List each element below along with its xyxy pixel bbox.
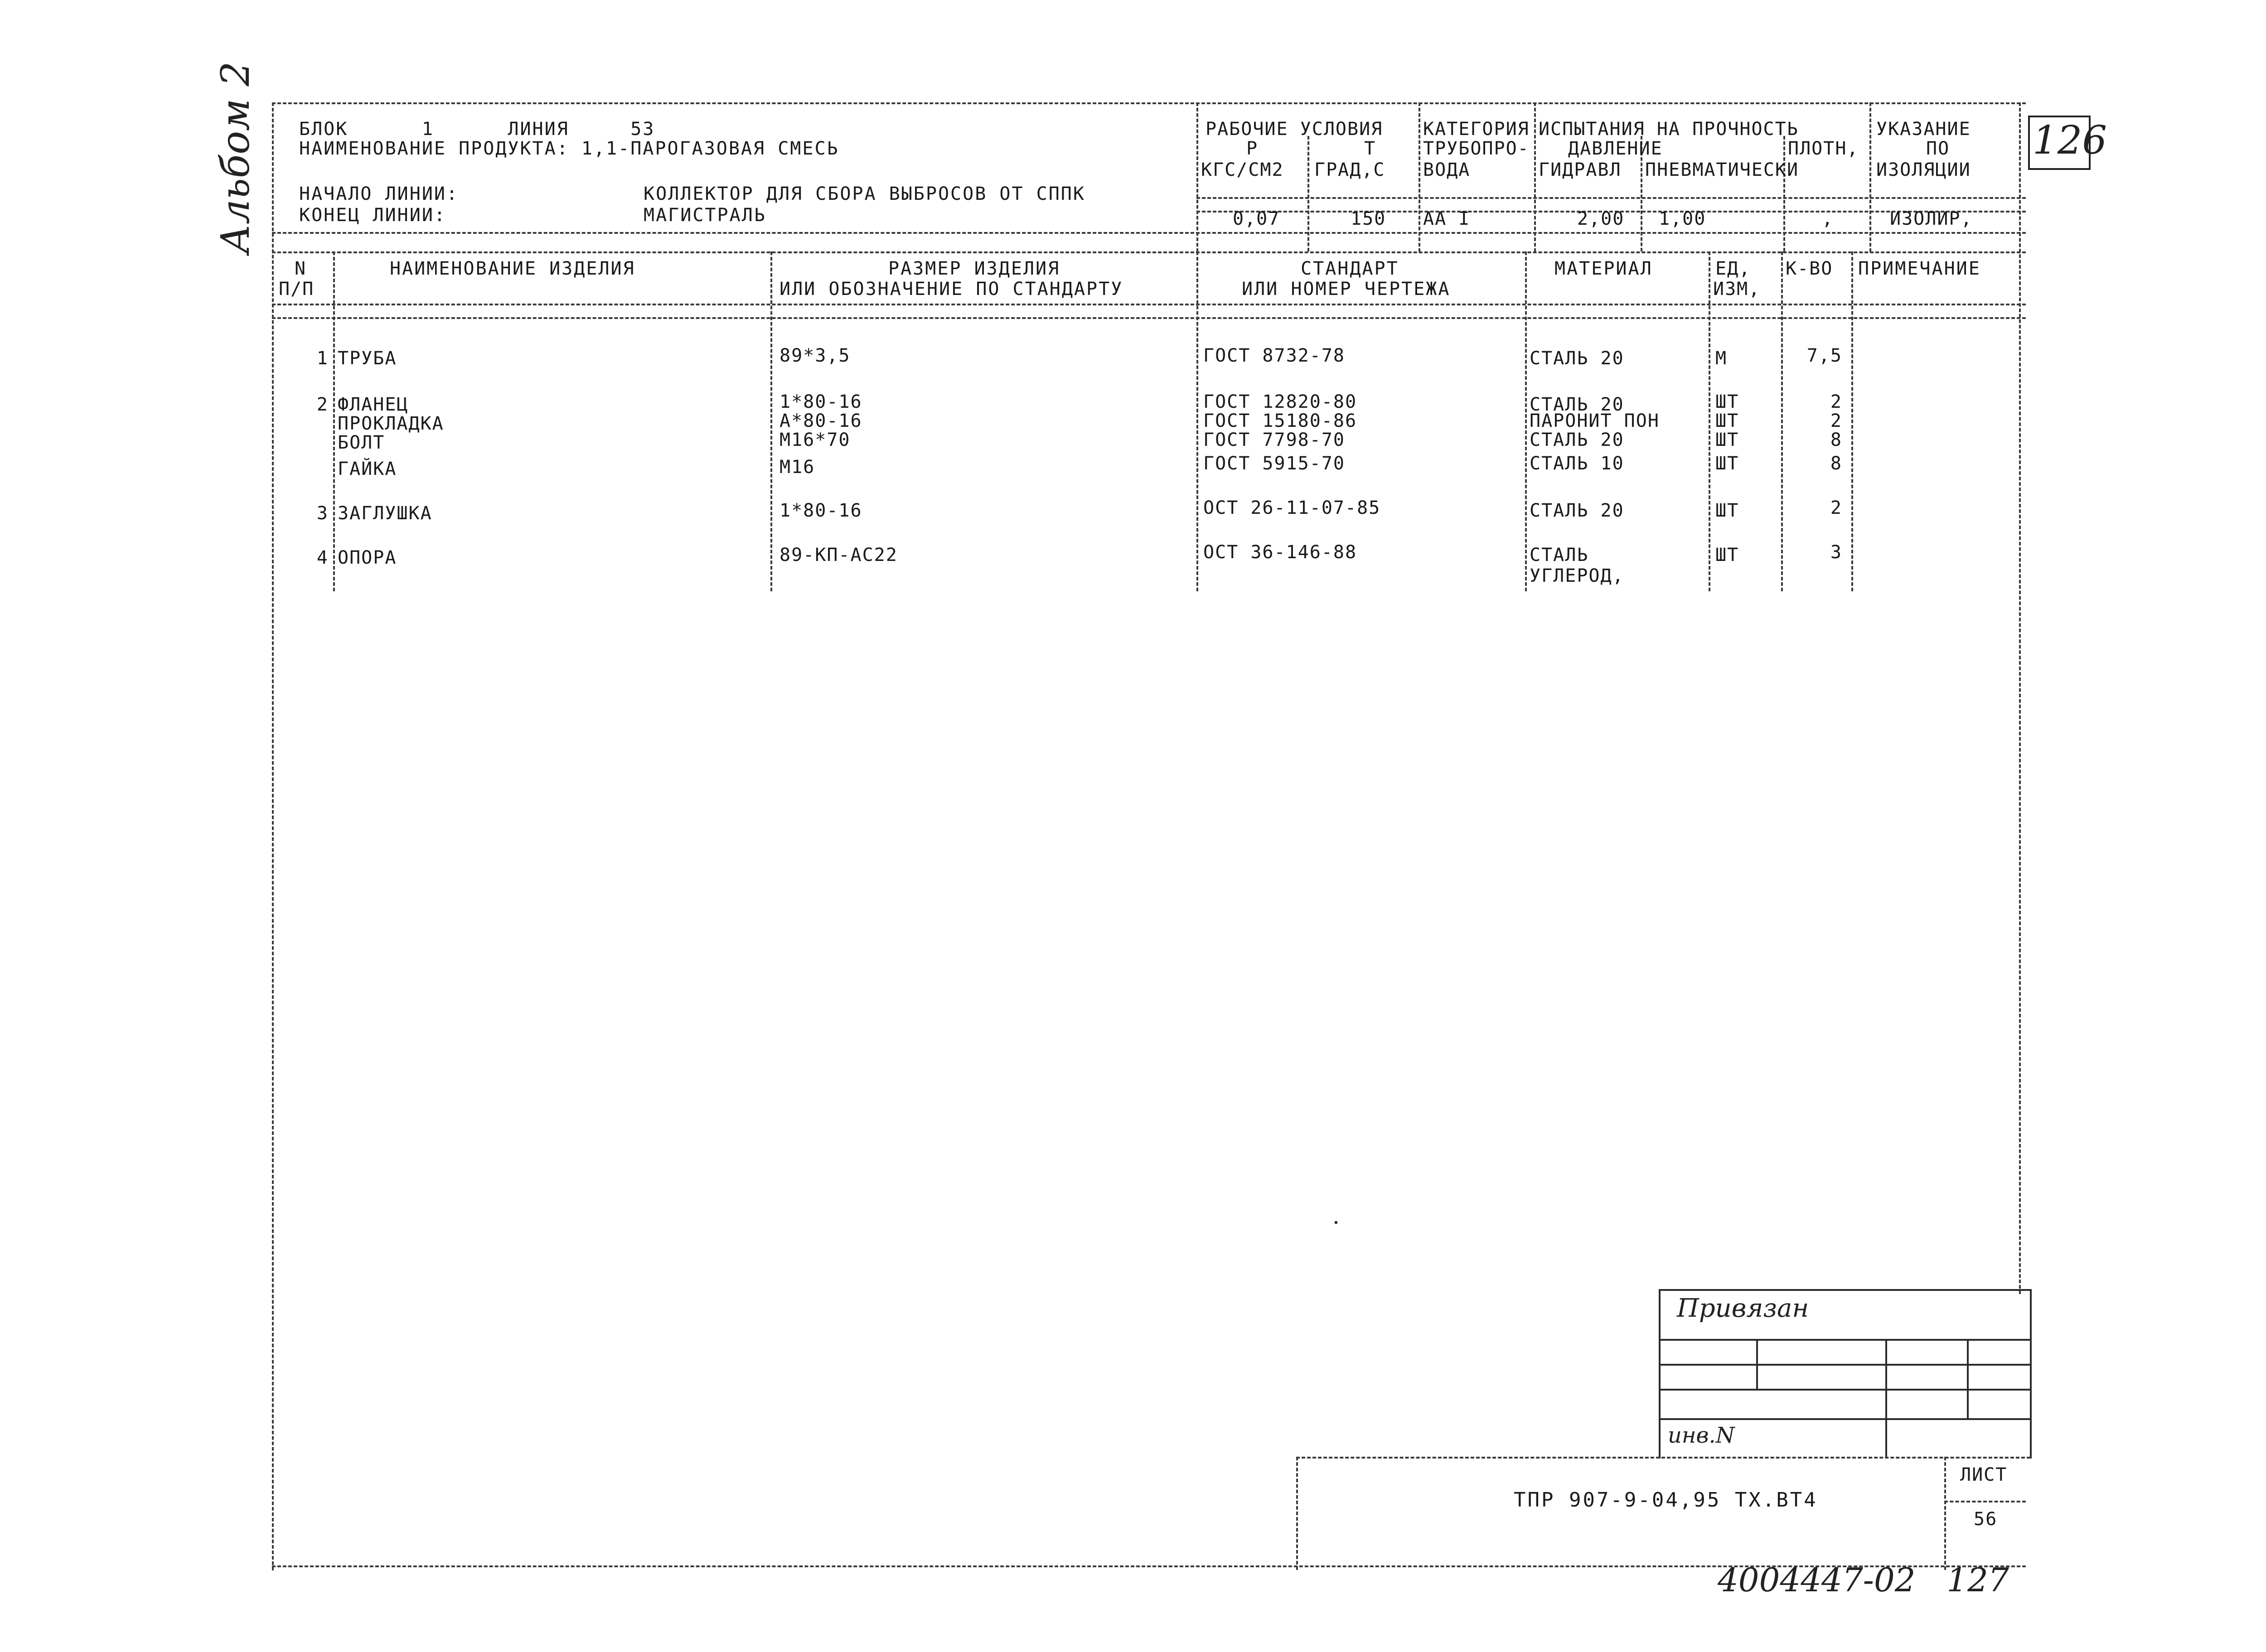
row-6-size: 1*80-16 — [780, 500, 862, 521]
row-7-qty: 3 — [1830, 542, 1842, 563]
row-4-qty: 8 — [1830, 430, 1842, 450]
row-5-size: М16 — [780, 457, 815, 478]
insulation-subtitle: ПО — [1926, 138, 1950, 159]
sheet-label: ЛИСТ — [1960, 1464, 2008, 1485]
row-3-mat: ПАРОНИТ ПОН — [1530, 411, 1660, 431]
insulation-subtitle-2: ИЗОЛЯЦИИ — [1876, 159, 1971, 180]
vline-col-qty — [1781, 251, 1783, 591]
temperature-label: Т — [1364, 138, 1376, 159]
stamp-vline-2 — [1885, 1339, 1887, 1457]
colhead-top — [272, 251, 2026, 253]
col-std-label: СТАНДАРТ — [1301, 258, 1399, 279]
row-3-std: ГОСТ 15180-86 — [1203, 411, 1357, 431]
pressure-unit: КГС/СМ2 — [1201, 159, 1284, 180]
vline-conditions-left — [1196, 102, 1198, 252]
vline-density — [1783, 136, 1785, 251]
footer-handwritten-number: 4004447-02 127 — [1718, 1561, 2009, 1599]
row-2-unit: ШТ — [1715, 391, 1739, 412]
insulation-value: ИЗОЛИР, — [1890, 208, 1973, 229]
stamp-line-4 — [1659, 1418, 2030, 1420]
row-2-num: 2 — [316, 394, 329, 415]
row-7-num: 4 — [316, 547, 329, 568]
row-3-name: ПРОКЛАДКА — [338, 413, 444, 434]
col-num-label-2: П/П — [279, 279, 315, 299]
row-1-num: 1 — [316, 348, 329, 369]
col-size-label-2: ИЛИ ОБОЗНАЧЕНИЕ ПО СТАНДАРТУ — [780, 279, 1123, 299]
stamp-line-2 — [1659, 1364, 2030, 1366]
row-6-unit: ШТ — [1715, 500, 1739, 521]
vline-col-mat — [1525, 251, 1527, 591]
document-code: ТПР 907-9-04,95 ТХ.ВТ4 — [1514, 1488, 1818, 1512]
frame-top — [272, 102, 2026, 104]
row-4-mat: СТАЛЬ 20 — [1530, 430, 1624, 450]
row-5-qty: 8 — [1830, 453, 1842, 474]
col-unit-label-2: ИЗМ, — [1713, 279, 1761, 299]
vline-col-unit — [1709, 251, 1710, 591]
vline-tests — [1534, 102, 1536, 252]
hydraulic-value: 2,00 — [1577, 208, 1625, 229]
line-end-value: МАГИСТРАЛЬ — [644, 205, 766, 226]
row-4-std: ГОСТ 7798-70 — [1203, 430, 1345, 450]
stamp-line-3 — [1659, 1389, 2030, 1391]
row-1-size: 89*3,5 — [780, 345, 851, 366]
title-block-top — [1296, 1457, 2030, 1459]
row-5-name: ГАЙКА — [338, 459, 397, 479]
row-7-mat: СТАЛЬ — [1530, 545, 1589, 565]
col-material-label: МАТЕРИАЛ — [1554, 258, 1653, 279]
row-1-std: ГОСТ 8732-78 — [1203, 345, 1345, 366]
row-1-name: ТРУБА — [338, 348, 397, 369]
block-line-label: БЛОК 1 ЛИНИЯ 53 — [299, 119, 655, 140]
col-num-label: N — [295, 258, 307, 279]
row-6-std: ОСТ 26-11-07-85 — [1203, 498, 1381, 518]
category-title: КАТЕГОРИЯ — [1423, 119, 1530, 140]
row-4-size: М16*70 — [780, 430, 851, 450]
col-note-label: ПРИМЕЧАНИЕ — [1858, 258, 1981, 279]
row-6-mat: СТАЛЬ 20 — [1530, 500, 1624, 521]
table-body-top — [272, 317, 2026, 319]
row-5-mat: СТАЛЬ 10 — [1530, 453, 1624, 474]
row-1-qty: 7,5 — [1806, 345, 1842, 366]
row-7-mat-line2: УГЛЕРОД, — [1530, 565, 1624, 586]
work-conditions-title: РАБОЧИЕ УСЛОВИЯ — [1206, 119, 1383, 140]
row-1-unit: М — [1715, 348, 1728, 369]
temperature-unit: ГРАД,С — [1314, 159, 1385, 180]
row-3-size: А*80-16 — [780, 411, 862, 431]
row-4-unit: ШТ — [1715, 430, 1739, 450]
row-5-std: ГОСТ 5915-70 — [1203, 453, 1345, 474]
category-subtitle: ТРУБОПРО- — [1423, 138, 1530, 159]
binding-stamp-title: Привязан — [1677, 1294, 1809, 1323]
pressure-subtitle: ДАВЛЕНИЕ — [1568, 138, 1663, 159]
product-name: НАИМЕНОВАНИЕ ПРОДУКТА: 1,1-ПАРОГАЗОВАЯ СМЕСЬ — [299, 138, 839, 159]
row-2-name: ФЛАНЕЦ — [338, 394, 409, 415]
vline-col-note — [1851, 251, 1853, 591]
row-7-unit: ШТ — [1715, 545, 1739, 565]
line-end-label: КОНЕЦ ЛИНИИ: — [299, 205, 446, 226]
vline-p-t — [1307, 136, 1309, 251]
header-divider — [272, 232, 2026, 234]
album-side-label: Альбом 2 — [213, 61, 258, 254]
vline-category — [1419, 102, 1420, 252]
col-name-label: НАИМЕНОВАНИЕ ИЗДЕЛИЯ — [390, 258, 635, 279]
row-2-std: ГОСТ 12820-80 — [1203, 391, 1357, 412]
pneumatic-value: 1,00 — [1659, 208, 1706, 229]
stamp-vline-3 — [1967, 1339, 1969, 1418]
row-2-mat: СТАЛЬ 20 — [1530, 394, 1624, 415]
density-value: , — [1822, 208, 1834, 229]
row-6-num: 3 — [316, 503, 329, 524]
vline-insulation — [1869, 102, 1871, 252]
tests-title: ИСПЫТАНИЯ НА ПРОЧНОСТЬ — [1539, 119, 1799, 140]
vline-col-size — [770, 251, 772, 591]
pneumatic-label: ПНЕВМАТИЧЕСКИ — [1645, 159, 1799, 180]
pressure-label: Р — [1246, 138, 1259, 159]
col-size-label: РАЗМЕР ИЗДЕЛИЯ — [888, 258, 1060, 279]
hydraulic-label: ГИДРАВЛ — [1539, 159, 1622, 180]
line-start-value: КОЛЛЕКТОР ДЛЯ СБОРА ВЫБРОСОВ ОТ СППК — [644, 184, 1085, 204]
stray-mark — [1335, 1221, 1337, 1224]
title-block-sheet-divider — [1944, 1457, 1946, 1570]
sheet-number: 56 — [1974, 1509, 1998, 1530]
colhead-bottom — [272, 304, 2026, 305]
vline-col-std — [1196, 251, 1198, 591]
category-subtitle-2: ВОДА — [1423, 159, 1471, 180]
stamp-vline-1 — [1756, 1339, 1758, 1389]
line-start-label: НАЧАЛО ЛИНИИ: — [299, 184, 459, 204]
row-7-size: 89-КП-АС22 — [780, 545, 898, 565]
row-4-name: БОЛТ — [338, 432, 385, 453]
page-number: 126 — [2033, 118, 2107, 163]
stamp-line-1 — [1659, 1339, 2030, 1341]
row-6-name: ЗАГЛУШКА — [338, 503, 432, 524]
row-2-qty: 2 — [1830, 391, 1842, 412]
col-unit-label: ЕД, — [1715, 258, 1751, 279]
row-7-std: ОСТ 36-146-88 — [1203, 542, 1357, 563]
insulation-title: УКАЗАНИЕ — [1876, 119, 1971, 140]
category-value: АА I — [1423, 208, 1471, 229]
inventory-number-label: инв.N — [1668, 1423, 1735, 1448]
row-7-name: ОПОРА — [338, 547, 397, 568]
conditions-mid-line — [1196, 197, 2026, 199]
density-subtitle: ПЛОТН, — [1788, 138, 1859, 159]
row-5-unit: ШТ — [1715, 453, 1739, 474]
vline-col-num — [333, 251, 335, 591]
title-block-left — [1296, 1457, 1298, 1570]
temperature-value: 150 — [1351, 208, 1386, 229]
row-2-size: 1*80-16 — [780, 391, 862, 412]
frame-left — [272, 102, 274, 1570]
col-std-label-2: ИЛИ НОМЕР ЧЕРТЕЖА — [1242, 279, 1451, 299]
sheet-cell-divider — [1944, 1501, 2026, 1502]
row-1-mat: СТАЛЬ 20 — [1530, 348, 1624, 369]
row-3-unit: ШТ — [1715, 411, 1739, 431]
row-3-qty: 2 — [1830, 411, 1842, 431]
row-6-qty: 2 — [1830, 498, 1842, 518]
frame-right — [2019, 102, 2021, 1294]
pressure-value: 0,07 — [1233, 208, 1280, 229]
col-qty-label: К-ВО — [1786, 258, 1833, 279]
